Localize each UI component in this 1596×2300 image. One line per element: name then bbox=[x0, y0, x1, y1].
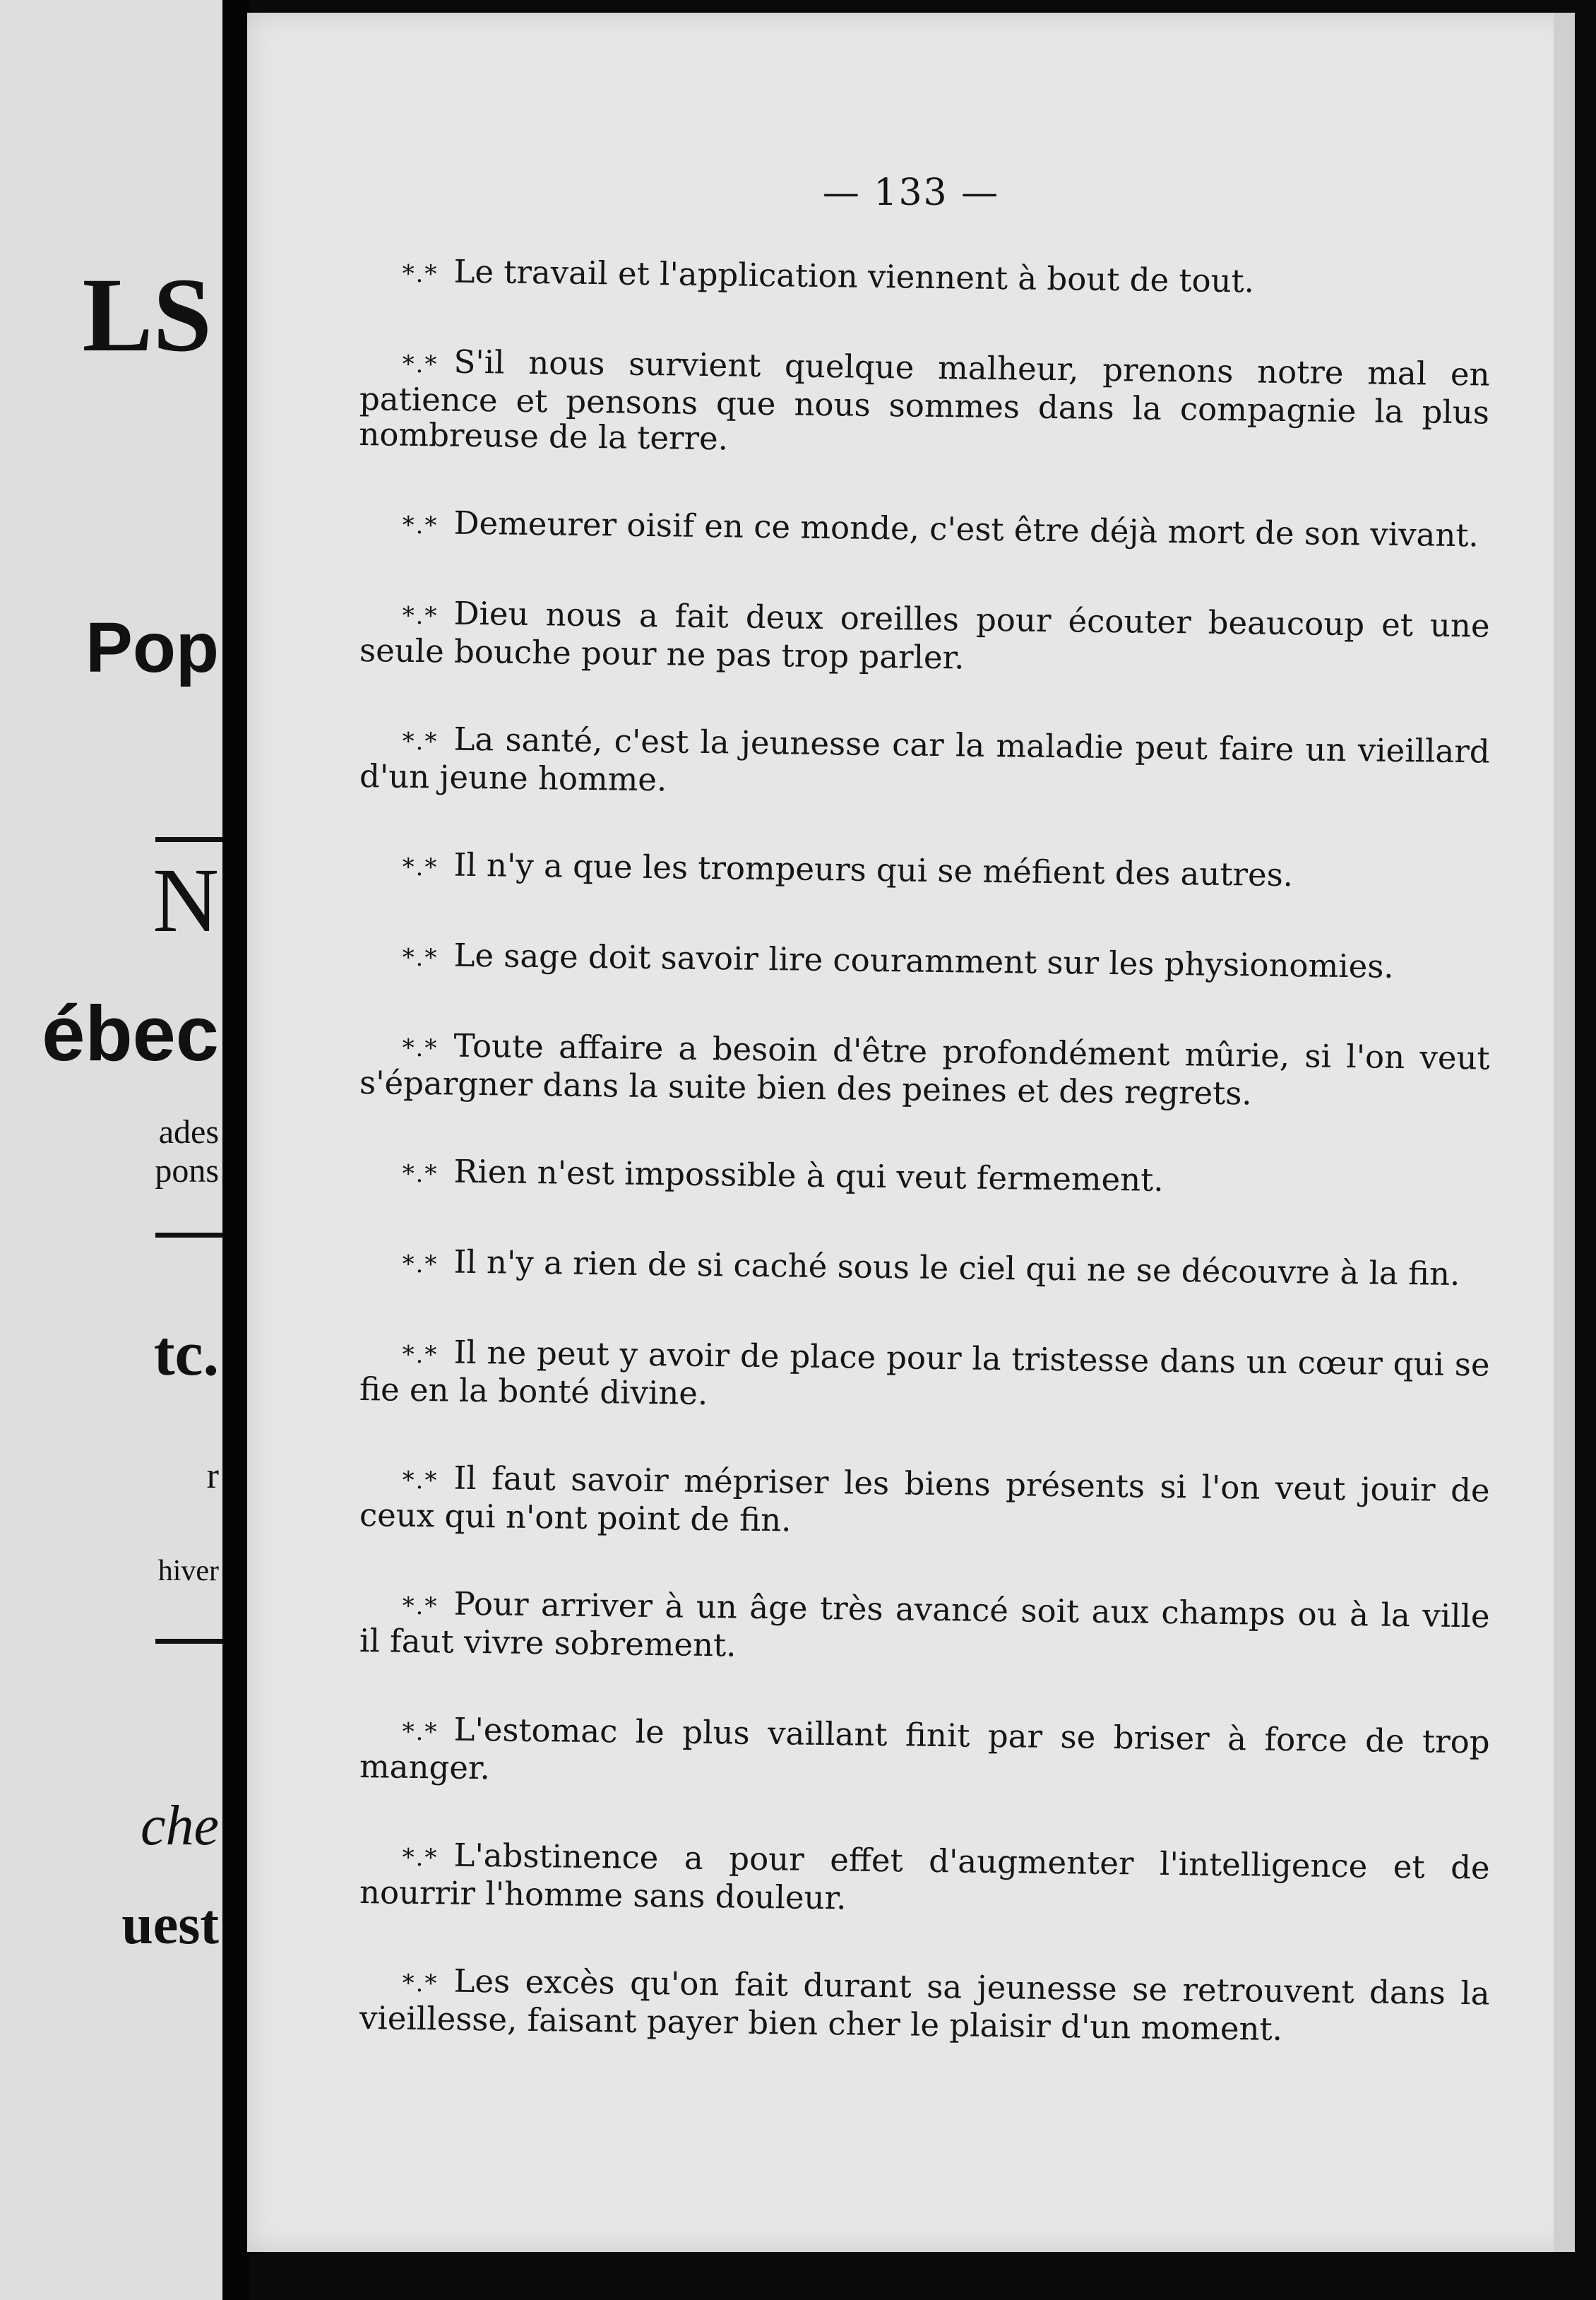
maxim-text: L'estomac le plus vaillant finit par se briser à force de trop manger. bbox=[359, 1710, 1490, 1787]
maxim-text: S'il nous survient quelque malheur, prenons notre mal en patience et pensons que nous sommes dans la compagnie la plus nombreuse de la terre. bbox=[359, 343, 1490, 458]
fragment-n: N bbox=[153, 850, 219, 952]
maxim bbox=[359, 1334, 1490, 1421]
maxim-marker: *.* bbox=[402, 1250, 439, 1279]
previous-page-fragment bbox=[0, 0, 233, 2300]
fragment-ades: ades bbox=[158, 1113, 219, 1151]
maxim-marker: *.* bbox=[402, 1340, 439, 1370]
maxim-text: Les excès qu'on fait durant sa jeunesse se retrouvent dans la vieillesse, faisant payer bien cher le plaisir d'un moment. bbox=[359, 1962, 1490, 2048]
fragment-pons: pons bbox=[155, 1152, 219, 1190]
maxim-marker: *.* bbox=[402, 601, 439, 631]
maxim-text: Pour arriver à un âge très avancé soit aux champs ou à la ville il faut vivre sobrement. bbox=[359, 1584, 1490, 1664]
fragment-che: che bbox=[140, 1795, 219, 1857]
fragment-pop: Pop bbox=[85, 608, 219, 687]
maxim-text: Demeurer oisif en ce monde, c'est être déjà mort de son vivant. bbox=[453, 504, 1479, 555]
maxim-marker: *.* bbox=[402, 1033, 439, 1063]
page-number: — 133 — bbox=[822, 172, 1000, 214]
maxim-marker: *.* bbox=[402, 1717, 439, 1747]
maxim bbox=[359, 1711, 1490, 1798]
maxim-text: Il n'y a que les trompeurs qui se méfient des autres. bbox=[453, 846, 1294, 894]
maxim-text: Rien n'est impossible à qui veut fermement. bbox=[453, 1152, 1164, 1199]
maxim-marker: *.* bbox=[402, 511, 439, 540]
fragment-hiver: hiver bbox=[157, 1555, 219, 1587]
maxim bbox=[359, 846, 1490, 899]
maxim bbox=[359, 1837, 1490, 1924]
maxim-text: Il faut savoir mépriser les biens présents si l'on veut jouir de ceux qui n'ont point de fin. bbox=[359, 1459, 1490, 1539]
maxim bbox=[359, 1153, 1490, 1205]
maxim bbox=[359, 937, 1490, 989]
fragment-ebec: ébec bbox=[42, 990, 219, 1077]
maxim bbox=[359, 721, 1490, 808]
book-page bbox=[247, 13, 1575, 2252]
fragment-tc: tc. bbox=[153, 1319, 219, 1389]
maxim-text: Le travail et l'application viennent à bout de tout. bbox=[453, 252, 1255, 300]
maxim-marker: *.* bbox=[402, 727, 439, 757]
maxim-marker: *.* bbox=[402, 1591, 439, 1621]
maxim-marker: *.* bbox=[402, 1466, 439, 1495]
maxim-text: Toute affaire a besoin d'être profondément mûrie, si l'on veut s'épargner dans la suite bien des peines et des regrets. bbox=[359, 1026, 1490, 1113]
maxim-marker: *.* bbox=[402, 853, 439, 882]
maxim-text: Il ne peut y avoir de place pour la tristesse dans un cœur qui se fie en la bonté divine. bbox=[359, 1333, 1490, 1413]
maxim-text: Dieu nous a fait deux oreilles pour écouter beaucoup et une seule bouche pour ne pas trop parler. bbox=[359, 594, 1490, 677]
maxim bbox=[359, 1027, 1490, 1115]
book-gutter bbox=[222, 0, 249, 2300]
maxim-marker: *.* bbox=[402, 943, 439, 973]
maxim bbox=[359, 1243, 1490, 1296]
fragment-uest: uest bbox=[121, 1894, 219, 1956]
divider bbox=[155, 837, 233, 842]
maxim-text: Il n'y a rien de si caché sous le ciel qui ne se découvre à la fin. bbox=[453, 1243, 1460, 1293]
fragment-r: r bbox=[206, 1456, 219, 1496]
maxims-list bbox=[360, 253, 1490, 2088]
maxim bbox=[359, 253, 1490, 305]
maxim-marker: *.* bbox=[402, 350, 439, 379]
maxim-marker: *.* bbox=[402, 1843, 439, 1873]
divider bbox=[155, 1639, 233, 1644]
maxim bbox=[359, 1962, 1490, 2050]
maxim bbox=[359, 595, 1490, 682]
maxim-text: La santé, c'est la jeunesse car la maladie peut faire un vieillard d'un jeune homme. bbox=[359, 720, 1490, 799]
fragment-ls: LS bbox=[82, 256, 212, 374]
page-edge bbox=[1554, 13, 1575, 2252]
maxim-text: L'abstinence a pour effet d'augmenter l'intelligence et de nourrir l'homme sans douleur. bbox=[359, 1836, 1490, 1917]
maxim-marker: *.* bbox=[402, 1159, 439, 1189]
maxim-marker: *.* bbox=[402, 1969, 439, 1998]
maxim bbox=[359, 343, 1490, 466]
maxim bbox=[359, 504, 1490, 557]
maxim bbox=[359, 1585, 1490, 1673]
maxim-text: Le sage doit savoir lire couramment sur les physionomies. bbox=[453, 936, 1394, 985]
maxim bbox=[359, 1459, 1490, 1547]
maxim-marker: *.* bbox=[402, 259, 439, 289]
divider bbox=[155, 1233, 233, 1238]
